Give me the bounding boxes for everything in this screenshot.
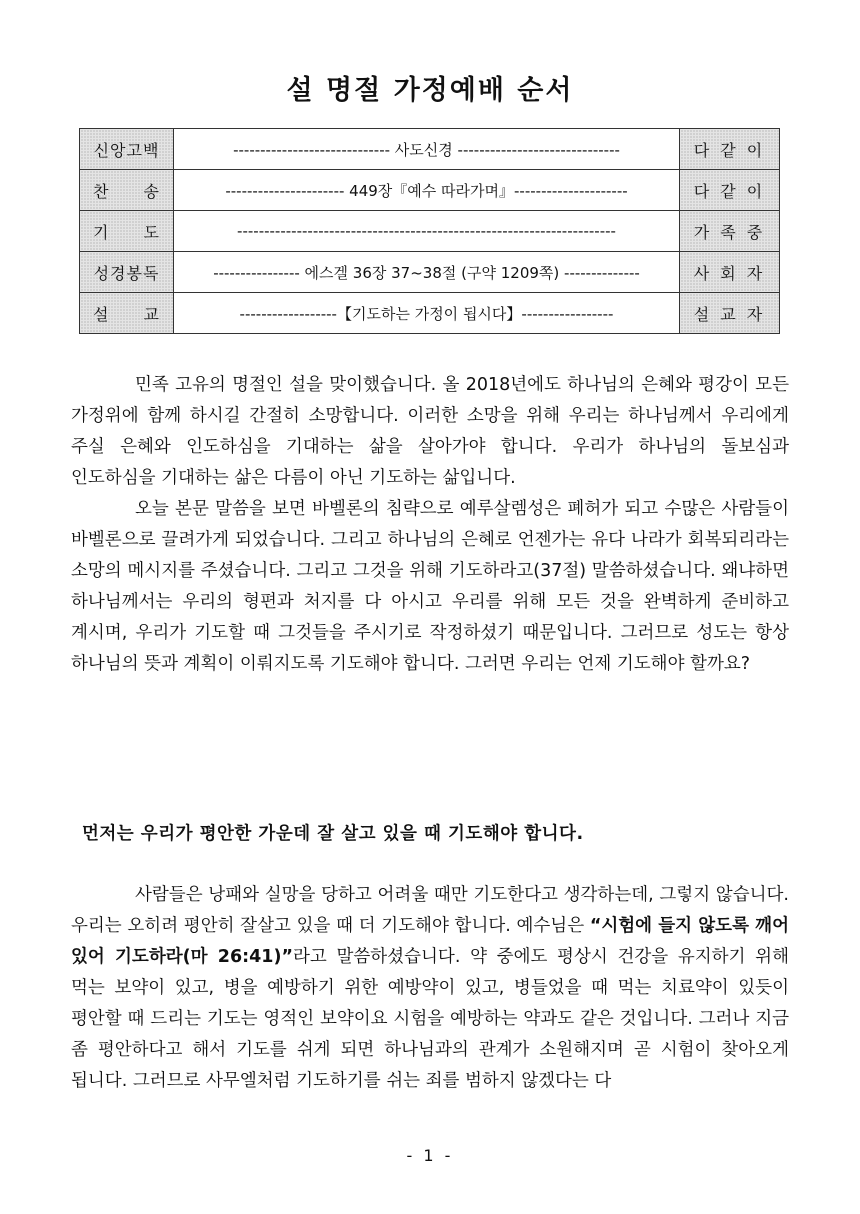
paragraph-text: 라고 말씀하셨습니다. 약 중에도 평상시 건강을 유지하기 위해 먹는 보약이 있고, 병을 예방하기 위한 예방약이 있고, 병들었을 때 먹는 치료약이 있듯이 평안할 때 드리는 기도는 영적인 보약이요 시험을 예방하는 약과도 같은 것입니다. 그러나 지금 좀 평안하다고 해서 기도를 쉬게 되면 하나님과의 관계가 소원해지며 곧 시험이 찾아오게 됩니다. 그러므로 사무엘처럼 기도하기를 쉬는 죄를 범하지 않겠다는 다 bbox=[71, 947, 789, 1091]
order-content: ----------------------------- 사도신경 ------------------------------ bbox=[174, 129, 680, 170]
section-text bbox=[71, 880, 789, 1097]
order-performer: 다 같 이 bbox=[680, 170, 780, 211]
paragraph: 오늘 본문 말씀을 보면 바벨론의 침략으로 예루살렘성은 폐허가 되고 수많은 사람들이 바벨론으로 끌려가게 되었습니다. 그리고 하나님의 은혜로 언젠가는 유다 나라가 회복되리라는 소망의 메시지를 주셨습니다. 그리고 그것을 위해 기도하라고(37절) 말씀하셨습니다. 왜냐하면 하나님께서는 우리의 형편과 처지를 다 아시고 우리를 위해 모든 것을 완벽하게 준비하고 계시며, 우리가 기도할 때 그것들을 주시기로 작정하셨기 때문입니다. 그러므로 성도는 항상 하나님의 뜻과 계획이 이뤄지도록 기도해야 합니다. 그러면 우리는 언제 기도해야 할까요? bbox=[71, 499, 789, 674]
order-content: ---------------- 에스겔 36장 37~38절 (구약 1209쪽) -------------- bbox=[174, 252, 680, 293]
section-heading: 먼저는 우리가 평안한 가운데 잘 살고 있을 때 기도해야 합니다. bbox=[82, 824, 584, 844]
scripture-quote: “시험에 들지 않도록 깨어 있어 기도하라(마 26:41)” bbox=[71, 916, 789, 967]
table-row bbox=[80, 293, 780, 334]
order-role: 찬 송 bbox=[80, 170, 174, 211]
page-number: - 1 - bbox=[406, 1146, 454, 1165]
order-performer: 다 같 이 bbox=[680, 129, 780, 170]
order-content: ---------------------- 449장『예수 따라가며』--------------------- bbox=[174, 170, 680, 211]
paragraph bbox=[71, 880, 789, 1097]
order-content: ------------------【기도하는 가정이 됩시다】----------------- bbox=[174, 293, 680, 334]
table-row bbox=[80, 170, 780, 211]
intro-text bbox=[71, 370, 789, 680]
table-row bbox=[80, 211, 780, 252]
order-performer: 사 회 자 bbox=[680, 252, 780, 293]
order-content: ---------------------------------------------------------------------- bbox=[174, 211, 680, 252]
order-performer: 설 교 자 bbox=[680, 293, 780, 334]
page-title: 설 명절 가정예배 순서 bbox=[286, 75, 574, 106]
table-row bbox=[80, 252, 780, 293]
order-role: 설 교 bbox=[80, 293, 174, 334]
paragraph-text: 사람들은 낭패와 실망을 당하고 어려울 때만 기도한다고 생각하는데, 그렇지 않습니다. 우리는 오히려 평안히 잘살고 있을 때 더 기도해야 합니다. 예수님은 bbox=[71, 885, 789, 936]
order-role: 기 도 bbox=[80, 211, 174, 252]
paragraph: 민족 고유의 명절인 설을 맞이했습니다. 올 2018년에도 하나님의 은혜와 평강이 모든 가정위에 함께 하시길 간절히 소망합니다. 이러한 소망을 위해 우리는 하나님께서 우리에게 주실 은혜와 인도하심을 기대하는 삶을 살아가야 합니다. 우리가 하나님의 돌보심과 인도하심을 기대하는 삶은 다름이 아닌 기도하는 삶입니다. bbox=[71, 375, 789, 488]
table-row bbox=[80, 129, 780, 170]
order-role: 성경봉독 bbox=[80, 252, 174, 293]
order-role: 신앙고백 bbox=[80, 129, 174, 170]
order-performer: 가 족 중 bbox=[680, 211, 780, 252]
worship-order-table bbox=[79, 128, 780, 334]
